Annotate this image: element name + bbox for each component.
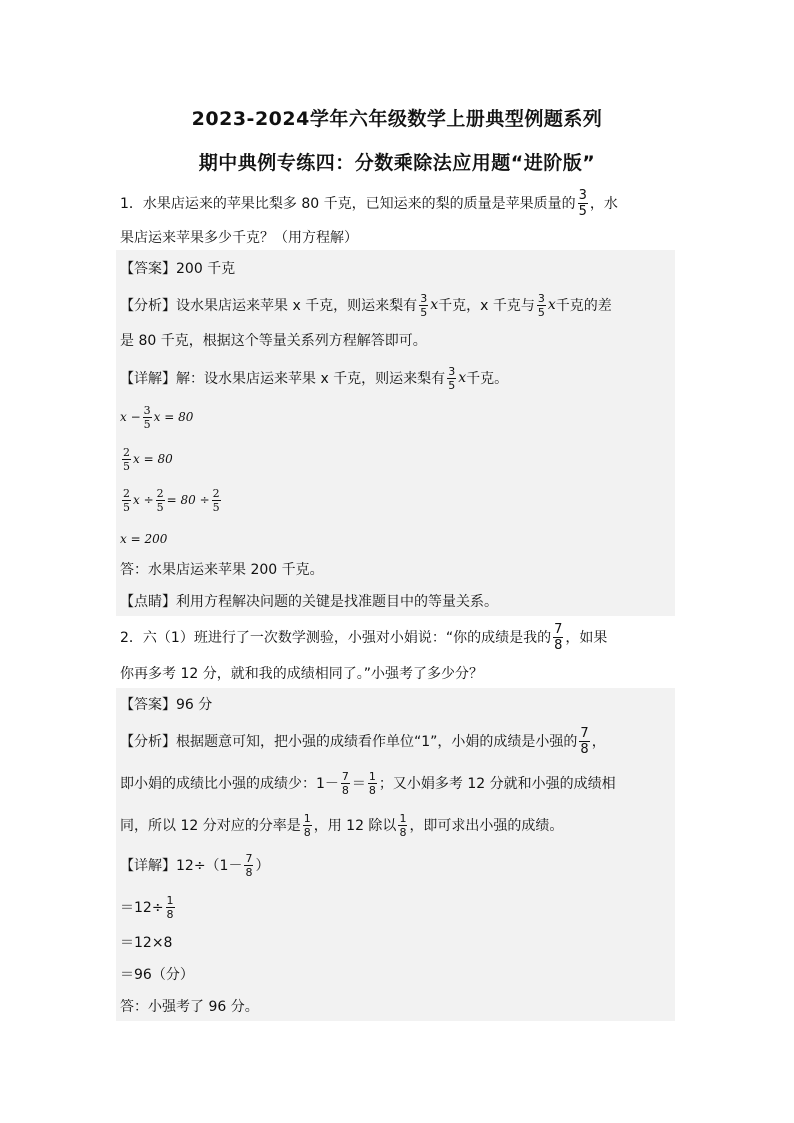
fraction: $\frac{7}{8}$ [341, 769, 349, 797]
q1-answer: 【答案】200 千克 [120, 261, 236, 277]
fraction: $\frac{3}{5}$ [420, 291, 428, 319]
q2-step-2: ＝12×8 [120, 935, 173, 951]
q2-detail: 【详解】12÷（1－ $\frac{7}{8}$ ） [120, 851, 270, 879]
q2-analysis-line1: 【分析】根据题意可知，把小强的成绩看作单位“1”，小娟的成绩是小强的 $\frac{7}{8}$ ， [120, 725, 606, 757]
fraction: $\frac{7}{8}$ [580, 725, 589, 757]
fraction: $\frac{7}{8}$ [245, 851, 253, 879]
document-subtitle: 期中典例专练四：分数乘除法应用题“进阶版” [198, 152, 596, 174]
q2-statement-line2: 你再多考 12 分，就和我的成绩相同了。”小强考了多少分？ [120, 666, 483, 682]
q1-comment: 【点睛】利用方程解决问题的关键是找准题目中的等量关系。 [120, 594, 498, 610]
fraction: $\frac{2}{5}$ [123, 486, 130, 514]
q2-analysis-line2: 即小娟的成绩比小强的成绩少：1－ $\frac{7}{8}$ ＝ $\frac{1}{8}$ ；又小娟多考 12 分就和小强的成绩相 [120, 769, 616, 797]
fraction: $\frac{2}{5}$ [156, 486, 164, 514]
q1-analysis-line2: 是 80 千克，根据这个等量关系列方程解答即可。 [120, 333, 427, 349]
fraction: $\frac{1}{8}$ [368, 769, 376, 797]
q2-step-1: ＝12÷ $\frac{1}{8}$ [120, 893, 174, 921]
fraction: $\frac{1}{8}$ [303, 811, 311, 839]
q2-analysis-line3: 同，所以 12 分对应的分率是 $\frac{1}{8}$ ，用 12 除以 $\frac{1}{8}$ ，即可求出小强的成绩。 [120, 811, 564, 839]
q1-equation-4: x = 200 [120, 532, 168, 546]
q1-equation-1: x − $\frac{3}{5}$ x = 80 [120, 403, 194, 431]
fraction: $\frac{2}{5}$ [123, 445, 130, 473]
q1-detail: 【详解】解：设水果店运来苹果 x 千克，则运来梨有 $\frac{3}{5}$ x 千克。 [120, 364, 509, 392]
q1-statement-line2: 果店运来苹果多少千克？（用方程解） [120, 230, 358, 246]
fraction: $\frac{1}{8}$ [166, 893, 174, 921]
fraction: $\frac{3}{5}$ [143, 403, 151, 431]
fraction: $\frac{3}{5}$ [537, 291, 545, 319]
q2-statement-line1: 2．六（1）班进行了一次数学测验，小强对小娟说：“你的成绩是我的 $\frac{7}{8}$ ，如果 [120, 621, 608, 653]
fraction: $\frac{3}{5}$ [578, 187, 587, 219]
q1-analysis-line1: 【分析】设水果店运来苹果 x 千克，则运来梨有 $\frac{3}{5}$ x 千克，x 千克与 $\frac{3}{5}$ x 千克的差 [120, 291, 612, 319]
q2-step-3: ＝96（分） [120, 967, 194, 983]
fraction: $\frac{7}{8}$ [554, 621, 563, 653]
document-title: 2023-2024学年六年级数学上册典型例题系列 [191, 108, 603, 130]
fraction: $\frac{3}{5}$ [448, 364, 456, 392]
fraction: $\frac{1}{8}$ [399, 811, 407, 839]
q1-equation-3: $\frac{2}{5}$ x ÷ $\frac{2}{5}$ = 80 ÷ $\frac{2}{5}$ [123, 486, 220, 514]
fraction: $\frac{2}{5}$ [212, 486, 220, 514]
q2-answer: 【答案】96 分 [120, 697, 213, 713]
q1-equation-2: $\frac{2}{5}$ x = 80 [123, 445, 173, 473]
q2-reply: 答：小强考了 96 分。 [120, 999, 259, 1015]
q1-statement-line1: 1．水果店运来的苹果比梨多 80 千克，已知运来的梨的质量是苹果质量的 $\frac{3}{5}$ ，水 [120, 187, 618, 219]
q1-reply: 答：水果店运来苹果 200 千克。 [120, 562, 324, 578]
